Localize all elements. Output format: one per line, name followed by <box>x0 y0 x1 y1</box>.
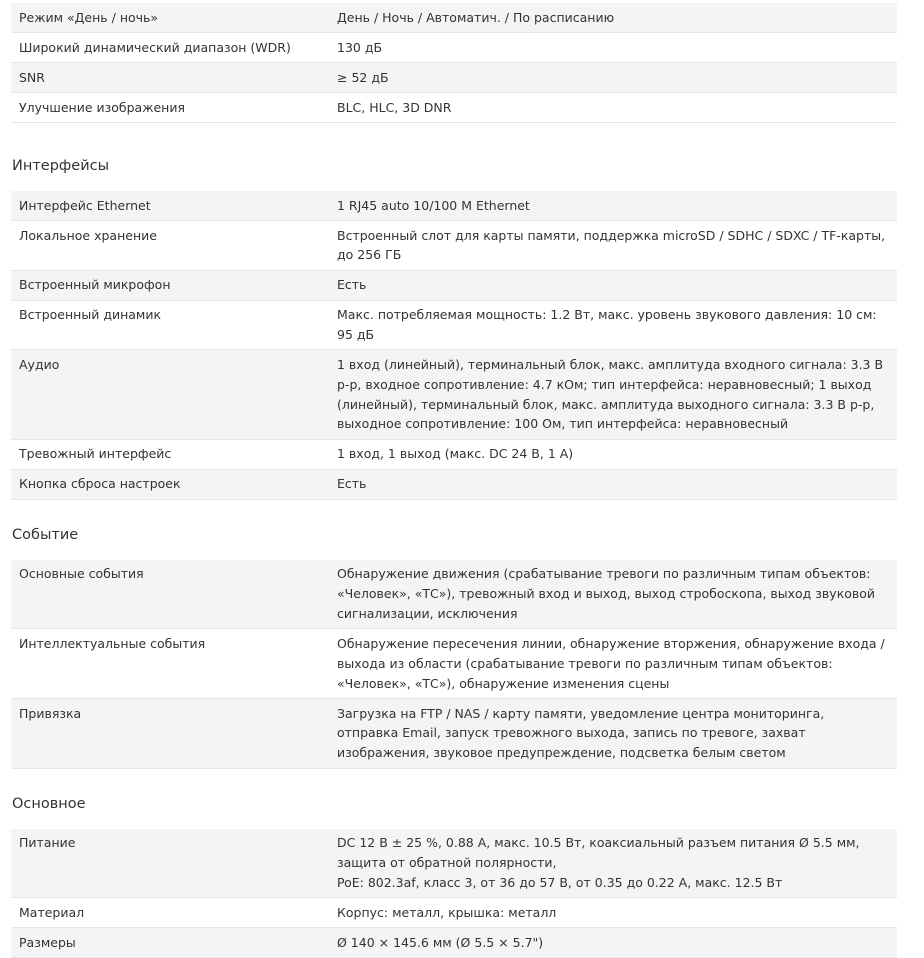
table-row <box>11 560 897 629</box>
spec-value-line: Макс. потребляемая мощность: 1.2 Вт, макс. уровень звукового давления: 10 см: 95 дБ <box>337 307 877 343</box>
table-row <box>11 32 897 62</box>
spec-section <box>11 794 897 958</box>
spec-label: Интерфейс Ethernet <box>11 191 329 220</box>
spec-value <box>329 350 897 439</box>
spec-value <box>329 270 897 300</box>
spec-value <box>329 829 897 898</box>
table-row <box>11 698 897 768</box>
spec-section <box>11 525 897 769</box>
spec-table <box>11 560 897 769</box>
spec-value <box>329 300 897 350</box>
spec-value <box>329 469 897 499</box>
spec-value <box>329 62 897 92</box>
spec-value <box>329 898 897 928</box>
section-title: Событие <box>12 526 79 543</box>
specification <box>11 3 897 958</box>
table-row <box>11 928 897 958</box>
spec-value-line: 130 дБ <box>337 39 383 55</box>
spec-value <box>329 32 897 62</box>
spec-label: Материал <box>11 898 329 928</box>
spec-label: Размеры <box>11 928 329 958</box>
spec-label: Кнопка сброса настроек <box>11 469 329 499</box>
spec-value-line: BLC, HLC, 3D DNR <box>337 99 452 115</box>
spec-label: Интеллектуальные события <box>11 629 329 699</box>
spec-label: Тревожный интерфейс <box>11 439 329 469</box>
table-row <box>11 62 897 92</box>
spec-table <box>11 191 897 500</box>
spec-label: Локальное хранение <box>11 220 329 270</box>
spec-table <box>11 829 897 958</box>
table-row <box>11 3 897 32</box>
spec-value-line: Ø 140 × 145.6 мм (Ø 5.5 × 5.7") <box>337 934 544 950</box>
spec-value <box>329 92 897 122</box>
spec-label: Встроенный динамик <box>11 300 329 350</box>
spec-value <box>329 191 897 220</box>
spec-label: Привязка <box>11 698 329 768</box>
spec-value <box>329 928 897 958</box>
spec-value-line: Есть <box>337 476 367 492</box>
spec-value-line: ≥ 52 дБ <box>337 69 389 85</box>
spec-value-line: Обнаружение пересечения линии, обнаружение вторжения, обнаружение входа / выхода из области (срабатывание тревоги по различным типам объектов: «Человек», «ТС»), обнаружение изменения сцены <box>337 635 885 691</box>
spec-value-line: DC 12 В ± 25 %, 0.88 А, макс. 10.5 Вт, коаксиальный разъем питания Ø 5.5 мм, защита от обратной полярности, <box>337 835 860 870</box>
spec-section <box>11 156 897 500</box>
spec-label: Улучшение изображения <box>11 92 329 122</box>
table-row <box>11 300 897 350</box>
spec-value <box>329 439 897 469</box>
spec-value-line: Обнаружение движения (срабатывание тревоги по различным типам объектов: «Человек», «ТС»), тревожный вход и выход, выход стробоскопа, выход звуковой сигнализации, исключения <box>337 566 876 621</box>
spec-value <box>329 698 897 768</box>
spec-value <box>329 629 897 699</box>
table-row <box>11 629 897 699</box>
spec-label: Аудио <box>11 350 329 439</box>
table-row <box>11 270 897 300</box>
spec-value-line: 1 вход, 1 выход (макс. DC 24 В, 1 А) <box>337 446 574 462</box>
spec-label: Режим «День / ночь» <box>11 3 329 32</box>
spec-value <box>329 3 897 32</box>
table-row <box>11 191 897 220</box>
spec-value-line: PoE: 802.3af, класс 3, от 36 до 57 В, от 0.35 до 0.22 А, макс. 12.5 Вт <box>337 874 783 890</box>
spec-value <box>329 220 897 270</box>
spec-value-line: Загрузка на FTP / NAS / карту памяти, уведомление центра мониторинга, отправка Email, запуск тревожного выхода, запись по тревоге, захват изображения, звуковое предупреждение, подсветка белым светом <box>337 705 825 761</box>
spec-value-line: День / Ночь / Автоматич. / По расписанию <box>337 9 615 25</box>
spec-value <box>329 560 897 629</box>
spec-label: Основные события <box>11 560 329 629</box>
spec-table <box>11 3 897 123</box>
table-row <box>11 439 897 469</box>
spec-label: Широкий динамический диапазон (WDR) <box>11 32 329 62</box>
table-row <box>11 220 897 270</box>
spec-value-line: Есть <box>337 277 367 293</box>
table-row <box>11 898 897 928</box>
spec-value-line: Встроенный слот для карты памяти, поддержка microSD / SDHC / SDXC / TF-карты, до 256 ГБ <box>337 227 886 263</box>
spec-value-line: Корпус: металл, крышка: металл <box>337 904 557 920</box>
section-title: Интерфейсы <box>12 157 110 174</box>
spec-value-line: 1 вход (линейный), терминальный блок, макс. амплитуда входного сигнала: 3.3 В p-p, входное сопротивление: 4.7 кОм; тип интерфейса: неравновесный; 1 выход (линейный), терминальный блок, макс. амплитуда выходного сигнала: 3.3 В p-p, выходное сопротивление: 100 Ом, тип интерфейса: неравновесный <box>337 357 884 432</box>
spec-value-line: 1 RJ45 auto 10/100 M Ethernet <box>337 197 530 213</box>
table-row <box>11 350 897 439</box>
spec-label: Питание <box>11 829 329 898</box>
table-row <box>11 829 897 898</box>
spec-label: Встроенный микрофон <box>11 270 329 300</box>
spec-label: SNR <box>11 62 329 92</box>
spec-section <box>11 3 897 123</box>
table-row <box>11 469 897 499</box>
section-title: Основное <box>12 795 86 812</box>
table-row <box>11 92 897 122</box>
